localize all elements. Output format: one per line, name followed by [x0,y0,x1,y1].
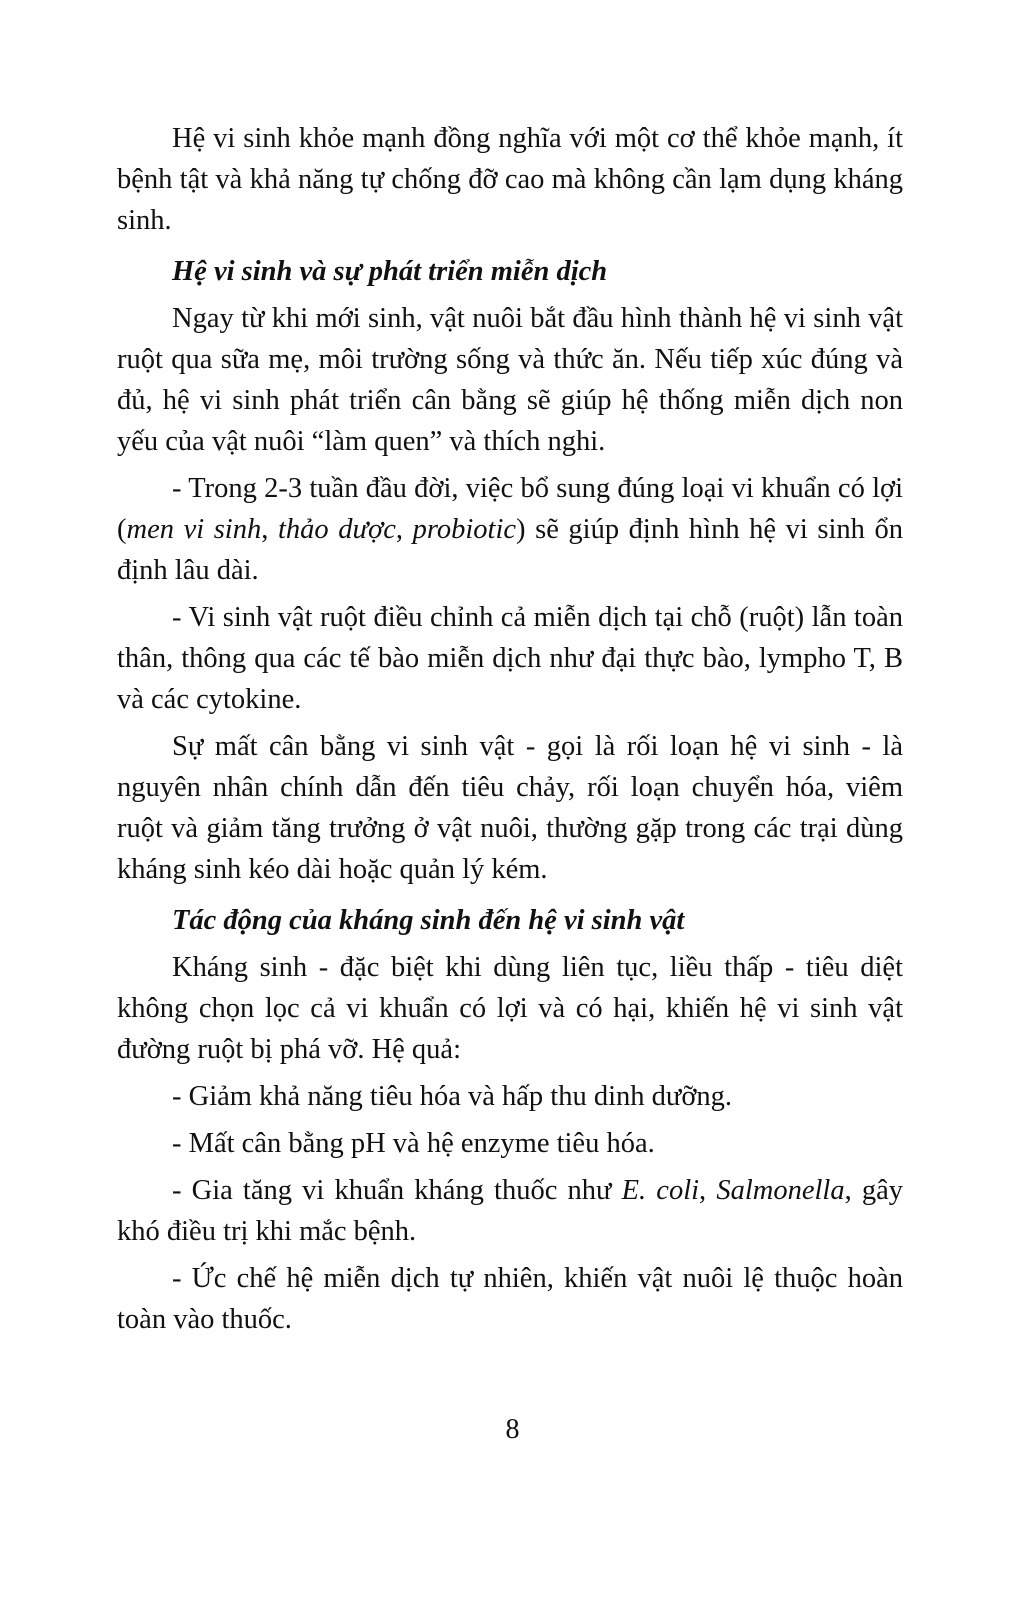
bullet-text: , gây khó điều trị khi mắc bệnh. [117,1175,903,1247]
bullet-digestion: - Giảm khả năng tiêu hóa và hấp thu dinh dưỡng. [172,1081,733,1112]
page-number: 8 [505,1414,520,1445]
bullet-ph-enzyme: - Mất cân bằng pH và hệ enzyme tiêu hóa. [172,1128,655,1159]
bullet-early-supplementation [117,468,903,591]
separator: , [261,514,278,545]
paragraph-dysbiosis: Sự mất cân bằng vi sinh vật - gọi là rối loạn hệ vi sinh - là nguyên nhân chính dẫn đến tiêu chảy, rối loạn chuyển hóa, viêm ruột và giảm tăng trưởng ở vật nuôi, thường gặp trong các trại dùng kháng sinh kéo dài hoặc quản lý kém. [117,731,903,885]
paragraph-early-colonization: Ngay từ khi mới sinh, vật nuôi bắt đầu hình thành hệ vi sinh vật ruột qua sữa mẹ, môi trường sống và thức ăn. Nếu tiếp xúc đúng và đủ, hệ vi sinh phát triển cân bằng sẽ giúp hệ thống miễn dịch non yếu của vật nuôi “làm quen” và thích nghi. [117,303,903,457]
bullet-immune-regulation: - Vi sinh vật ruột điều chỉnh cả miễn dịch tại chỗ (ruột) lẫn toàn thân, thông qua các tế bào miễn dịch như đại thực bào, lympho T, B và các cytokine. [117,602,903,715]
heading-microbiome-immunity: Hệ vi sinh và sự phát triển miễn dịch [172,256,608,287]
italic-term: thảo dược [277,514,396,545]
bullet-resistant-bacteria [117,1170,903,1252]
bullet-immune-suppression: - Ức chế hệ miễn dịch tự nhiên, khiến vật nuôi lệ thuộc hoàn toàn vào thuốc. [117,1263,903,1335]
paragraph-antibiotic-effects: Kháng sinh - đặc biệt khi dùng liên tục, liều thấp - tiêu diệt không chọn lọc cả vi khuẩn có lợi và có hại, khiến hệ vi sinh vật đường ruột bị phá vỡ. Hệ quả: [117,952,903,1065]
italic-term: Salmonella [716,1175,845,1206]
paragraph-healthy-microbiome: Hệ vi sinh khỏe mạnh đồng nghĩa với một cơ thể khỏe mạnh, ít bệnh tật và khả năng tự chống đỡ cao mà không cần lạm dụng kháng sinh. [117,123,903,236]
bullet-text: ) sẽ giúp định hình hệ vi sinh ổn định lâu dài. [117,514,904,586]
document-page [117,118,903,1346]
italic-term: men vi sinh [126,514,262,545]
italic-term: probiotic [412,514,517,545]
italic-term: E. coli [621,1175,700,1206]
separator: , [699,1175,717,1206]
bullet-text: - Trong 2-3 tuần đầu đời, việc bổ sung đúng loại vi khuẩn có lợi ( [117,473,903,545]
heading-antibiotic-impact: Tác động của kháng sinh đến hệ vi sinh vật [172,905,685,936]
bullet-text: - Gia tăng vi khuẩn kháng thuốc như [172,1175,622,1206]
separator: , [395,514,413,545]
